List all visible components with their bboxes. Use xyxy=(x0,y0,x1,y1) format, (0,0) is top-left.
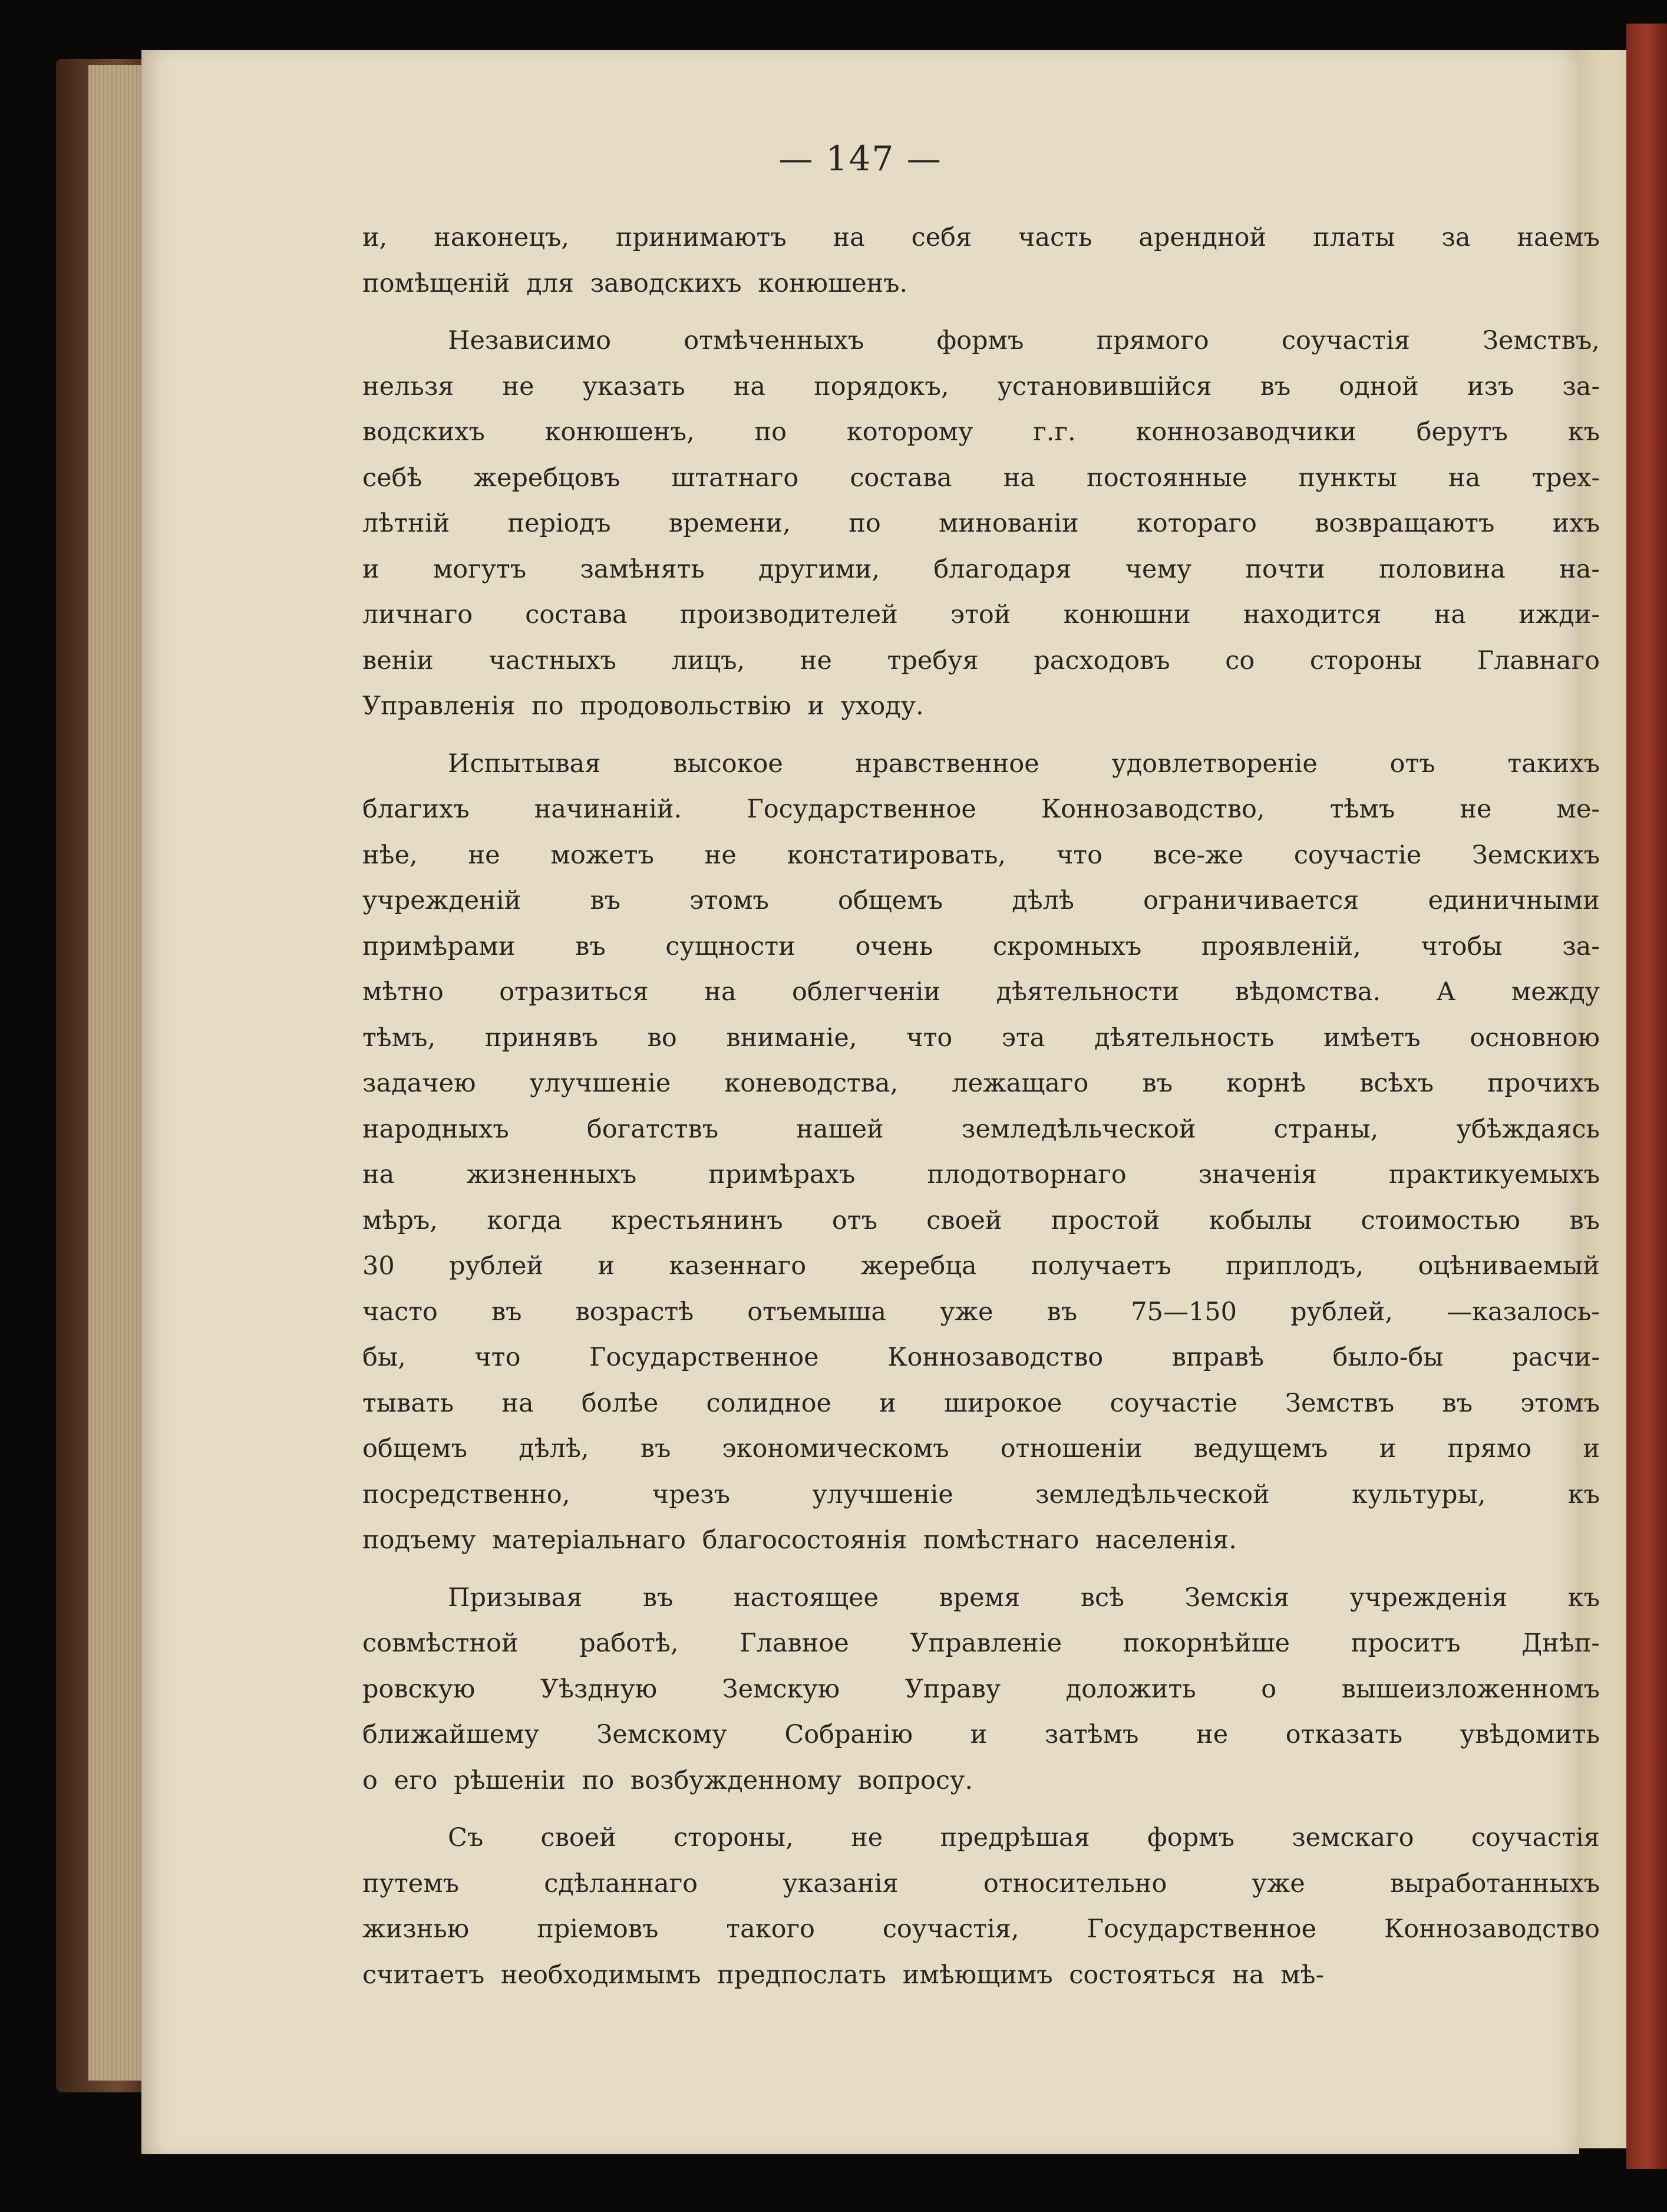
text-line: общемъ дѣлѣ, въ экономическомъ отношеніи ведущемъ и прямо и xyxy=(362,1434,1600,1463)
text-line: и могутъ замѣнять другими, благодаря чему почти половина на- xyxy=(362,554,1600,584)
book-page xyxy=(141,50,1600,2154)
text-line: тѣмъ, принявъ во вниманіе, что эта дѣятельность имѣетъ основною xyxy=(362,1023,1600,1053)
text-line: нѣе, не можетъ не констатировать, что все-же соучастіе Земскихъ xyxy=(362,840,1600,870)
text-line: 30 рублей и казеннаго жеребца получаетъ приплодъ, оцѣниваемый xyxy=(362,1251,1600,1281)
text-line: Призывая въ настоящее время всѣ Земскія учрежденія къ xyxy=(448,1583,1600,1613)
text-line: на жизненныхъ примѣрахъ плодотворнаго значенія практикуемыхъ xyxy=(362,1160,1600,1189)
text-line: мѣръ, когда крестьянинъ отъ своей простой кобылы стоимостью въ xyxy=(362,1205,1600,1235)
text-line: помѣщеній для заводскихъ конюшенъ. xyxy=(362,268,908,298)
text-line: ровскую Уѣздную Земскую Управу доложить о вышеизложенномъ xyxy=(362,1674,1600,1704)
text-line: задачею улучшеніе коневодства, лежащаго въ корнѣ всѣхъ прочихъ xyxy=(362,1069,1600,1098)
paragraph-gap xyxy=(362,1564,1600,1575)
text-line: веніи частныхъ лицъ, не требуя расходовъ со стороны Главнаго xyxy=(362,645,1600,675)
left-page-edges xyxy=(88,65,144,2081)
text-line: лѣтній періодъ времени, по минованіи котораго возвращаютъ ихъ xyxy=(362,509,1600,538)
paragraph xyxy=(362,215,1600,306)
text-line: нельзя не указать на порядокъ, установившійся въ одной изъ за- xyxy=(362,371,1600,401)
text-line: подъему матеріальнаго благосостоянія помѣстнаго населенія. xyxy=(362,1525,1237,1555)
text-line: Испытывая высокое нравственное удовлетвореніе отъ такихъ xyxy=(448,749,1600,779)
paragraph xyxy=(362,318,1600,730)
text-line: Съ своей стороны, не предрѣшая формъ земскаго соучастія xyxy=(448,1823,1600,1852)
paragraph-gap xyxy=(362,730,1600,741)
text-line: о его рѣшеніи по возбужденному вопросу. xyxy=(362,1765,973,1795)
text-line: мѣтно отразиться на облегченіи дѣятельности вѣдомства. А между xyxy=(362,977,1600,1007)
text-line: тывать на болѣе солидное и широкое соучастіе Земствъ въ этомъ xyxy=(362,1388,1600,1418)
text-line: примѣрами въ сущности очень скромныхъ проявленій, чтобы за- xyxy=(362,931,1600,961)
text-line: посредственно, чрезъ улучшеніе земледѣльческой культуры, къ xyxy=(362,1479,1600,1509)
page-text xyxy=(362,215,1600,1998)
text-line: ближайшему Земскому Собранію и затѣмъ не отказать увѣдомить xyxy=(362,1720,1600,1749)
text-line: личнаго состава производителей этой конюшни находится на ижди- xyxy=(362,600,1600,629)
text-line: себѣ жеребцовъ штатнаго состава на постоянные пункты на трех- xyxy=(362,463,1600,493)
page-number: — 147 — xyxy=(778,139,942,179)
right-book-cover xyxy=(1626,24,1667,2169)
paragraph xyxy=(362,741,1600,1564)
text-line: считаетъ необходимымъ предпослать имѣющимъ состояться на мѣ- xyxy=(362,1960,1325,1990)
paragraph xyxy=(362,1815,1600,1998)
text-line: Независимо отмѣченныхъ формъ прямого соучастія Земствъ, xyxy=(448,326,1600,355)
text-line: путемъ сдѣланнаго указанія относительно уже выработанныхъ xyxy=(362,1868,1600,1898)
text-line: учрежденій въ этомъ общемъ дѣлѣ ограничивается единичными xyxy=(362,886,1600,915)
text-line: водскихъ конюшенъ, по которому г.г. коннозаводчики берутъ къ xyxy=(362,417,1600,447)
text-line: благихъ начинаній. Государственное Коннозаводство, тѣмъ не ме- xyxy=(362,795,1600,824)
text-line: Управленія по продовольствію и уходу. xyxy=(362,691,924,721)
text-line: и, наконецъ, принимаютъ на себя часть арендной платы за наемъ xyxy=(362,223,1600,252)
text-line: бы, что Государственное Коннозаводство вправѣ было-бы расчи- xyxy=(362,1343,1600,1372)
text-line: народныхъ богатствъ нашей земледѣльческой страны, убѣждаясь xyxy=(362,1114,1600,1144)
paragraph xyxy=(362,1575,1600,1804)
text-line: часто въ возрастѣ отъемыша уже въ 75—150 рублей, —казалось- xyxy=(362,1297,1600,1327)
paragraph-gap xyxy=(362,1804,1600,1815)
paragraph-gap xyxy=(362,306,1600,318)
text-line: жизнью пріемовъ такого соучастія, Государственное Коннозаводство xyxy=(362,1914,1600,1944)
text-line: совмѣстной работѣ, Главное Управленіе покорнѣйше проситъ Днѣп- xyxy=(362,1628,1600,1658)
